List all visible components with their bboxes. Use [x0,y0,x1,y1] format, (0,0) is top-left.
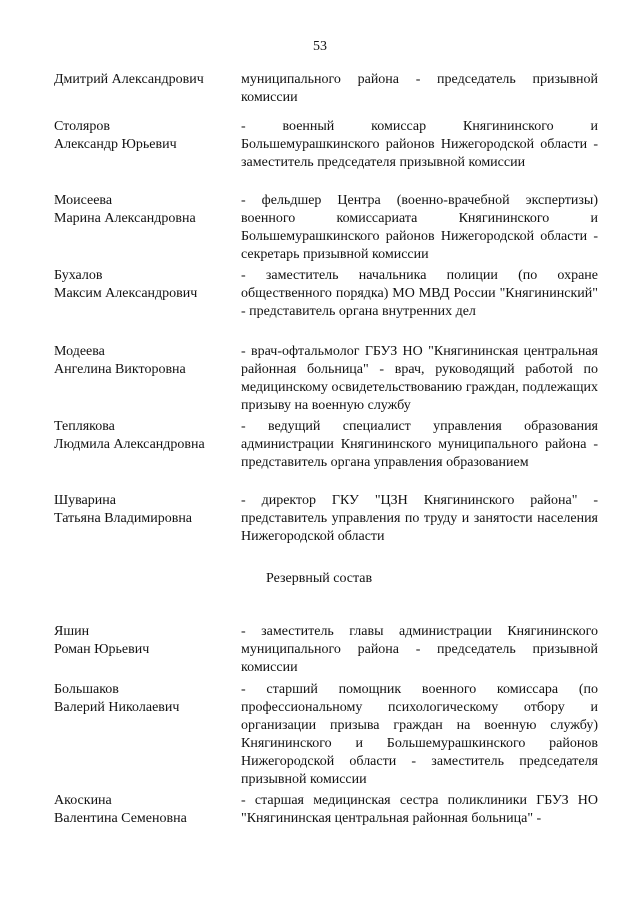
member-role: - ведущий специалист управления образования администрации Княгининского муниципального района - представитель органа управления образованием [241,419,598,470]
member-role: муниципального района - председатель призывной комиссии [241,72,598,105]
member-role: - фельдшер Центра (военно-врачебной экспертизы) военного комиссариата Княгининского и Большемурашкинского районов Нижегородской области - секретарь призывной комиссии [241,193,598,262]
member-name [54,681,238,717]
member-given-names: Максим Александрович [54,286,198,301]
member-surname: Моисеева [54,193,113,208]
member-surname: Яшин [54,624,90,639]
page-number: 53 [313,39,327,54]
member-surname: Акоскина [54,793,112,808]
member-surname: Модеева [54,344,105,359]
member-given-names: Александр Юрьевич [54,137,177,152]
member-name [54,418,238,454]
member-surname: Теплякова [54,419,115,434]
member-surname: Шуварина [54,493,116,508]
member-given-names: Татьяна Владимировна [54,511,193,526]
member-surname: Большаков [54,682,119,697]
member-name [54,343,238,379]
member-name [54,71,238,89]
reserve-section-heading: Резервный состав [266,571,373,586]
member-name [54,118,238,154]
member-given-names: Валерий Николаевич [54,700,180,715]
member-name [54,192,238,228]
member-name [54,267,238,303]
member-name [54,623,238,659]
member-role: - старший помощник военного комиссара (по профессиональному психологическому отбору и организации призыва граждан на военную службу) Княгининского и Большемурашкинского районов Нижегородской области - заместитель председателя призывной комиссии [241,682,598,787]
member-name [54,492,238,528]
member-given-names: Роман Юрьевич [54,642,150,657]
member-role: - военный комиссар Княгининского и Большемурашкинского районов Нижегородской области - заместитель председателя призывной комиссии [241,119,598,170]
member-surname: Столяров [54,119,110,134]
member-role: - заместитель начальника полиции (по охране общественного порядка) МО МВД России "Княгининский" - представитель органа внутренних дел [241,268,598,319]
member-given-names: Ангелина Викторовна [54,362,186,377]
member-given-names: Марина Александровна [54,211,196,226]
member-given-names: Людмила Александровна [54,437,205,452]
member-role: - заместитель главы администрации Княгининского муниципального района - председатель призывной комиссии [241,624,598,675]
member-name-line: Дмитрий Александрович [54,72,204,87]
member-name [54,792,238,828]
member-role: - врач-офтальмолог ГБУЗ НО "Княгининская центральная районная больница" - врач, руководящий работой по медицинскому освидетельствованию граждан, подлежащих призыву на военную службу [241,344,598,413]
member-given-names: Валентина Семеновна [54,811,187,826]
member-surname: Бухалов [54,268,103,283]
member-role: - старшая медицинская сестра поликлиники ГБУЗ НО "Княгининская центральная районная больница" - [241,793,598,826]
member-role: - директор ГКУ "ЦЗН Княгининского района" - представитель управления по труду и занятости населения Нижегородской области [241,493,598,544]
